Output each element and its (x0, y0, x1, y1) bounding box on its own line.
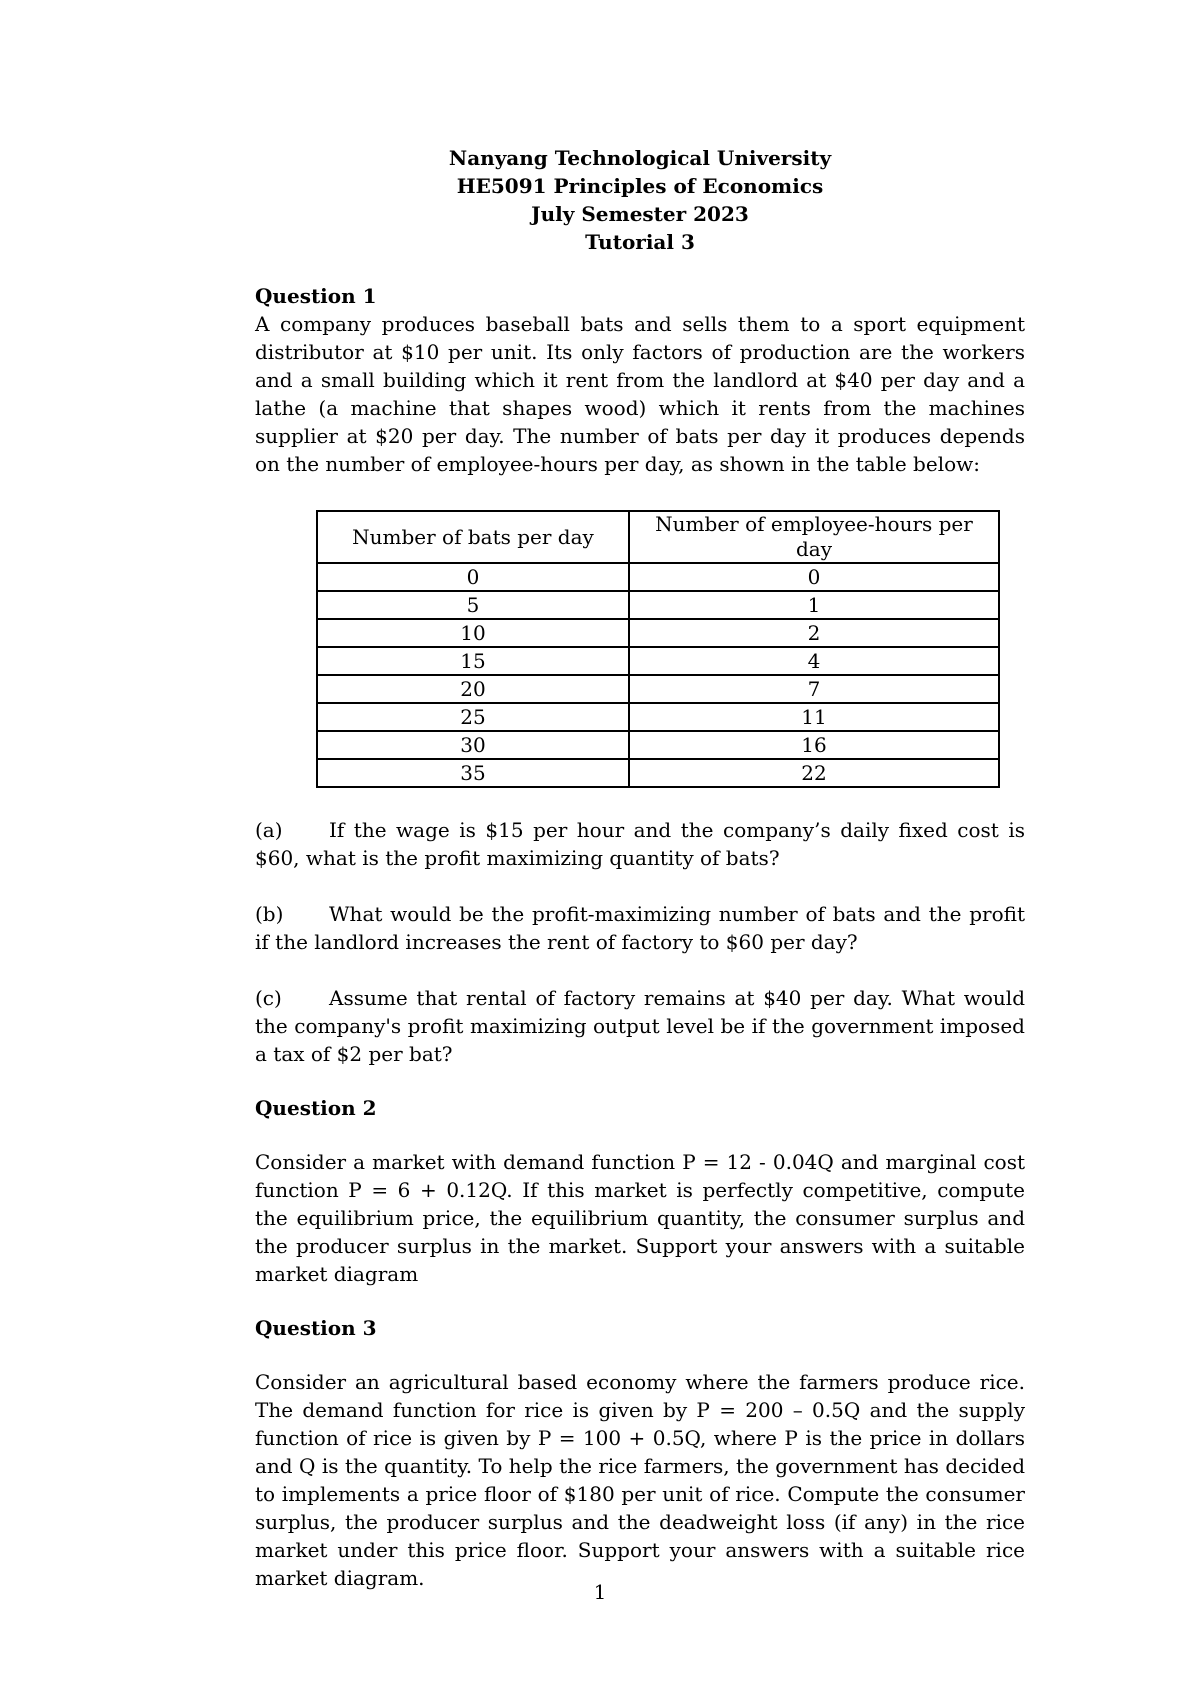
bats-cell: 25 (317, 703, 629, 731)
university-name: Nanyang Technological University (448, 146, 832, 170)
hours-cell: 11 (629, 703, 999, 731)
question-1-intro: A company produces baseball bats and sells them to a sport equipment distributor at $10 per unit. Its only factors of production are the workers and a small building which it rent from the landlord at $40 per day and a lathe (a machine that shapes wood) which it rents from the machines supplier at $20 per day. The number of bats per day it produces depends on the number of employee-hours per day, as shown in the table below: (255, 312, 1025, 476)
question-3-text: Consider an agricultural based economy where the farmers produce rice. The demand function for rice is given by P = 200 – 0.5Q and the supply function of rice is given by P = 100 + 0.5Q, where P is the price in dollars and Q is the quantity. To help the rice farmers, the government has decided to implements a price floor of $180 per unit of rice. Compute the consumer surplus, the producer surplus and the deadweight loss (if any) in the rice market under this price floor. Support your answers with a suitable rice market diagram. (255, 1370, 1025, 1590)
part-text: If the wage is $15 per hour and the company’s daily fixed cost is $60, what is the profit maximizing quantity of bats? (255, 818, 1025, 870)
table-row (317, 647, 999, 675)
hours-cell: 0 (629, 563, 999, 591)
question-1-part-c (255, 984, 1025, 1068)
table-header-row (317, 511, 999, 563)
production-table (316, 510, 1000, 788)
hours-cell: 4 (629, 647, 999, 675)
course-title: HE5091 Principles of Economics (456, 174, 824, 198)
question-2-title: Question 2 (255, 1096, 377, 1120)
question-1-title: Question 1 (255, 284, 377, 308)
column-header: Number of bats per day (317, 511, 629, 563)
table-row (317, 731, 999, 759)
bats-cell: 20 (317, 675, 629, 703)
hours-cell: 16 (629, 731, 999, 759)
hours-cell: 7 (629, 675, 999, 703)
question-3-title: Question 3 (255, 1316, 377, 1340)
bats-cell: 0 (317, 563, 629, 591)
bats-cell: 5 (317, 591, 629, 619)
part-label: (b) (255, 902, 284, 926)
part-text: Assume that rental of factory remains at $40 per day. What would the company's profit maximizing output level be if the government imposed a tax of $2 per bat? (255, 986, 1025, 1066)
bats-cell: 15 (317, 647, 629, 675)
hours-cell: 1 (629, 591, 999, 619)
hours-cell: 22 (629, 759, 999, 787)
table-row (317, 591, 999, 619)
tutorial-title: Tutorial 3 (585, 230, 695, 254)
question-2-text: Consider a market with demand function P = 12 - 0.04Q and marginal cost function P = 6 + 0.12Q. If this market is perfectly competitive, compute the equilibrium price, the equilibrium quantity, the consumer surplus and the producer surplus in the market. Support your answers with a suitable market diagram (255, 1150, 1025, 1286)
table-row (317, 703, 999, 731)
part-text: What would be the profit-maximizing number of bats and the profit if the landlord increases the rent of factory to $60 per day? (255, 902, 1025, 954)
document-body (255, 144, 1025, 1592)
semester: July Semester 2023 (531, 202, 749, 226)
table-row (317, 563, 999, 591)
hours-cell: 2 (629, 619, 999, 647)
document-header (255, 144, 1025, 256)
question-1-part-a (255, 816, 1025, 872)
part-label: (c) (255, 986, 282, 1010)
table-row (317, 619, 999, 647)
question-1-part-b (255, 900, 1025, 956)
table-row (317, 675, 999, 703)
page-number: 1 (593, 1580, 607, 1604)
column-header: Number of employee-hours per day (629, 511, 999, 563)
table-row (317, 759, 999, 787)
bats-cell: 35 (317, 759, 629, 787)
bats-cell: 30 (317, 731, 629, 759)
bats-cell: 10 (317, 619, 629, 647)
part-label: (a) (255, 818, 283, 842)
